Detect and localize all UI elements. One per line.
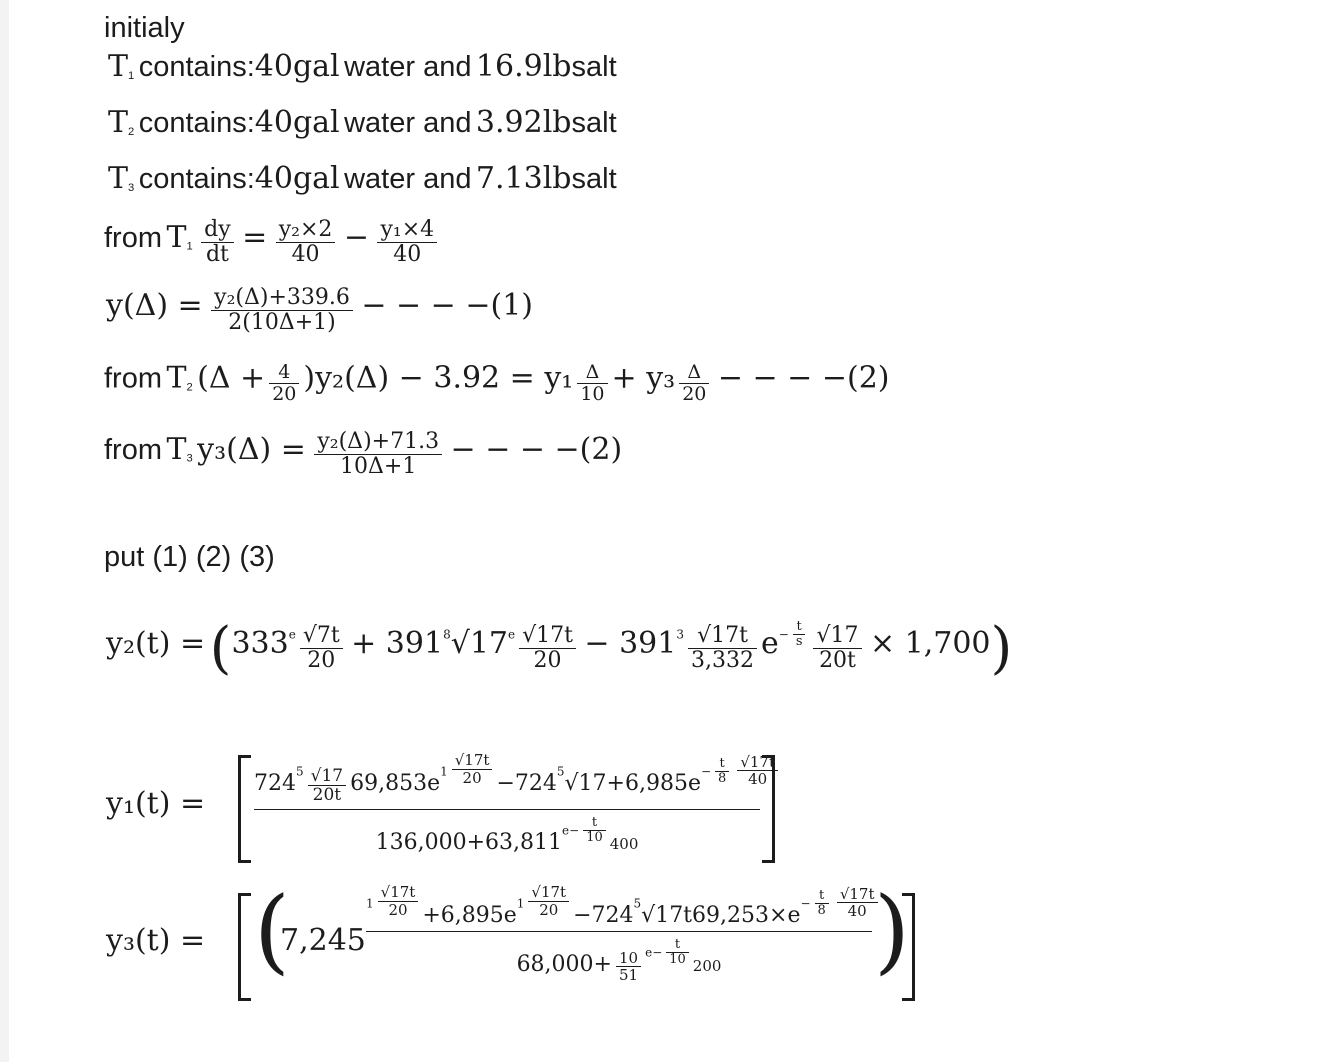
tank-3-line (108, 161, 617, 196)
y1-numerator (254, 751, 775, 810)
water-amount: 40gal (254, 105, 340, 140)
tank-index: 2 (128, 125, 135, 138)
from-label: from (104, 221, 162, 254)
exponent-sign: − (778, 627, 789, 642)
equation-tag: − − − −(2) (717, 360, 890, 396)
tank-index: 3 (186, 452, 193, 465)
from-label: from (104, 433, 162, 466)
tank-index: 1 (128, 69, 135, 82)
y2-plus-term: + 391 (351, 626, 444, 662)
y2-minus-term: − 391 (584, 626, 677, 662)
exponent-e: e (508, 627, 516, 642)
close-bracket (762, 755, 775, 863)
tank-symbol: T (166, 219, 187, 255)
equation-open: (Δ + (197, 360, 266, 396)
root-index: 8 (443, 627, 451, 642)
exponential-e: e (562, 823, 570, 838)
contains-text: contains: (138, 163, 255, 195)
put-line: put (1) (2) (3) (104, 541, 275, 573)
y3-open-paren: ( (254, 877, 290, 984)
y3-exponent-fraction-2: $\frac{√17t}{20}$ (528, 884, 569, 918)
tank-symbol: T (108, 105, 129, 140)
y1-den-main: 136,000+63,811 (375, 830, 563, 856)
minus-sign: − (343, 219, 369, 255)
initial-label: initialy (104, 12, 185, 44)
tank-symbol: T (108, 161, 129, 196)
y2-lhs: y₂(t) = (106, 626, 206, 662)
tank-symbol: T (166, 431, 187, 467)
open-bracket (238, 755, 251, 863)
equation-from-t2 (104, 362, 889, 405)
y1-term: 69,853e (350, 771, 441, 796)
delta-fraction-b: $\frac{\Delta}{20}$ (679, 362, 709, 405)
y3-numerator (366, 883, 875, 932)
y3-fraction (366, 883, 875, 985)
y2-coefficient-1: 333 (231, 626, 289, 662)
y1-root-exp-fraction: $\frac{√17t}{40}$ (737, 754, 778, 788)
tank-index: 1 (186, 240, 193, 253)
exponential-e: e (645, 945, 653, 960)
exponent-e: e (288, 627, 296, 642)
y3-term: √17t69,253×e (641, 903, 801, 928)
equation-from-t1 (104, 218, 441, 267)
y3-den-exp-fraction: $\frac{t}{10}$ (666, 938, 689, 968)
tank-index: 2 (186, 381, 193, 394)
y2-times-term: × 1,700 (869, 626, 991, 662)
exponent-sign: − (800, 896, 811, 911)
y2-solution (106, 615, 1013, 681)
salt-amount: 7.13lb (475, 161, 572, 196)
y3-term: −724 (573, 903, 634, 928)
water-text: water and (344, 107, 472, 139)
y3-lhs: y₃(t) = (106, 923, 206, 958)
y3-denominator (366, 932, 872, 984)
close-bracket (902, 893, 915, 1001)
y1-term: −724 (496, 771, 557, 796)
water-text: water and (344, 163, 472, 195)
close-paren: ) (990, 615, 1013, 681)
equation-from-t3 (104, 430, 622, 479)
tank-2-line (108, 105, 617, 140)
equation-tag: − − − −(2) (450, 431, 623, 467)
equals-sign: = (242, 219, 268, 255)
root-index: 5 (296, 764, 304, 779)
y3-den-sub: 200 (692, 957, 722, 976)
y1-lhs: y₁(t) = (106, 786, 206, 821)
equation-1-fraction: $\frac{\text{y₂(Δ)+339.6}}{2(10\Delta+1)}$ (211, 286, 353, 335)
equation-lhs: y₃(Δ) = (197, 431, 306, 467)
y3-root-exp-fraction: $\frac{√17t}{40}$ (837, 886, 878, 920)
y1-den-exp-fraction: $\frac{t}{10}$ (583, 816, 606, 846)
exponent-fraction: $\frac{t}{s}$ (793, 620, 806, 650)
y1-denominator (254, 810, 760, 854)
salt-amount: 3.92lb (475, 105, 572, 140)
exponent-sign: − (569, 823, 580, 838)
y1-den-sub: 400 (609, 835, 639, 854)
y2-root: √17 (450, 626, 508, 662)
inflow-fraction: $\frac{\text{y₂×2}}{40}$ (276, 218, 336, 267)
salt-text: salt (571, 51, 617, 83)
equation-tag: − − − −(1) (361, 287, 533, 323)
exponent-index: 1 (366, 896, 374, 911)
exponent-index: 1 (440, 764, 448, 779)
root-index: 5 (556, 764, 565, 779)
equation-lhs: y(Δ) = (106, 287, 203, 323)
exponential-e: e (760, 626, 779, 662)
y3-coefficient: 7,245 (280, 923, 366, 958)
equation-middle: )y₂(Δ) − 3.92 = y₁ (303, 360, 574, 396)
contains-text: contains: (138, 51, 255, 83)
equation-1 (106, 286, 533, 335)
y2-fraction-3: $\frac{√17t}{3,332}$ (688, 624, 757, 673)
y1-exponent-fraction: $\frac{√17t}{20}$ (452, 752, 493, 786)
ratio-fraction: $\frac{4}{20}$ (269, 362, 299, 405)
root-index: 5 (633, 896, 642, 911)
left-margin-bar (0, 0, 9, 1062)
y1-term: 724 (254, 771, 296, 796)
outflow-fraction: $\frac{\text{y₁×4}}{40}$ (377, 218, 437, 267)
y3-exponent-fraction-1: $\frac{√17t}{20}$ (378, 884, 419, 918)
salt-text: salt (571, 163, 617, 195)
y2-fraction-4: $\frac{√17}{20t}$ (813, 624, 861, 673)
root-index: 3 (676, 627, 684, 642)
water-text: water and (344, 51, 472, 83)
contains-text: contains: (138, 107, 255, 139)
exponent-index: 1 (516, 896, 525, 911)
salt-amount: 16.9lb (475, 49, 572, 84)
open-bracket (238, 893, 251, 1001)
tank-index: 3 (128, 181, 135, 194)
water-amount: 40gal (254, 49, 340, 84)
water-amount: 40gal (254, 161, 340, 196)
delta-fraction-a: $\frac{\Delta}{10}$ (577, 362, 607, 405)
derivative-fraction: $\frac{dy}{dt}$ (201, 218, 234, 267)
y3-t-fraction: $\frac{t}{8}$ (815, 889, 829, 919)
salt-text: salt (571, 107, 617, 139)
tank-symbol: T (166, 360, 187, 396)
exponent-sign: − (700, 764, 712, 779)
tank-1-line (108, 49, 617, 84)
y3-den-fraction: $\frac{10}{51}$ (616, 950, 641, 984)
y3-den-main: 68,000+ (516, 952, 612, 978)
plus-term: + y₃ (611, 360, 676, 396)
y2-fraction-2: $\frac{√17t}{20}$ (519, 624, 576, 673)
equation-3-fraction: $\frac{\text{y₂(Δ)+71.3}}{10\Delta+1}$ (314, 430, 442, 479)
y1-root-fraction: $\frac{√17}{20t}$ (308, 767, 346, 805)
y3-close-paren: ) (874, 877, 910, 984)
y1-term: √17+6,985e (564, 771, 701, 796)
tank-symbol: T (108, 49, 129, 84)
from-label: from (104, 362, 162, 395)
open-paren: ( (209, 615, 232, 681)
exponent-sign: − (652, 945, 663, 960)
y1-t-fraction: $\frac{t}{8}$ (715, 757, 729, 787)
y3-term: +6,895e (422, 903, 517, 928)
y1-fraction (254, 751, 775, 856)
y2-fraction-1: $\frac{√7t}{20}$ (300, 624, 343, 673)
